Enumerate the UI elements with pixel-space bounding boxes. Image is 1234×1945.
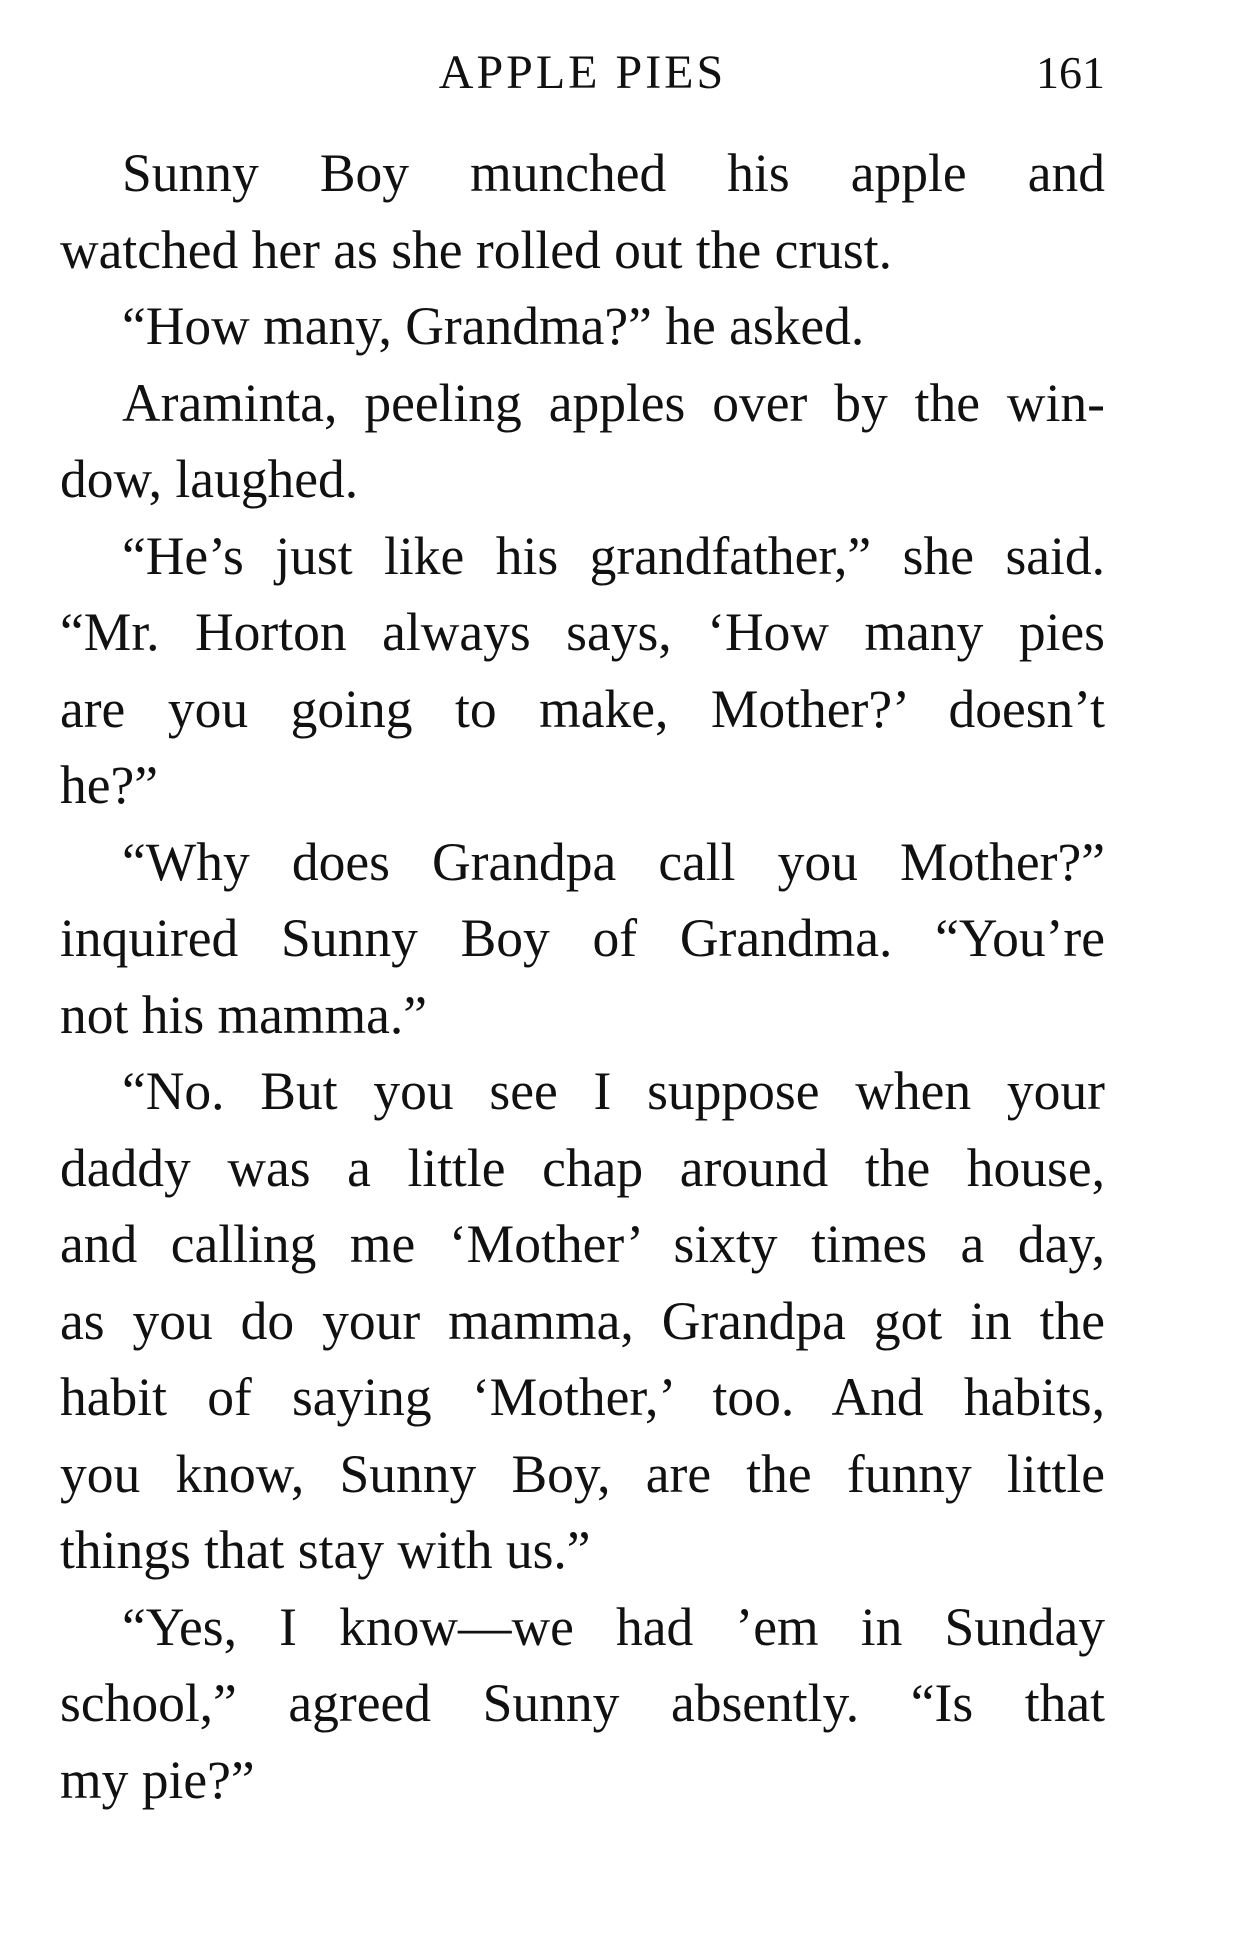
- text-line: things that stay with us.”: [60, 1520, 591, 1580]
- text-line: and calling me ‘Mother’ sixty times a day,: [60, 1214, 1105, 1274]
- paragraph: [60, 824, 1105, 1054]
- text-line: not his mamma.”: [60, 984, 428, 1045]
- paragraph: [60, 365, 1105, 518]
- text-line: inquired Sunny Boy of Grandma. “You’re: [60, 908, 1105, 968]
- text-line: “Why does Grandpa call you Mother?”: [122, 831, 1105, 892]
- paragraph: [60, 1589, 1105, 1819]
- text-line: school,” agreed Sunny absently. “Is that: [60, 1673, 1105, 1733]
- paragraph: [60, 518, 1105, 824]
- body-text: [60, 135, 1105, 1818]
- running-head: [60, 38, 1105, 108]
- text-line: habit of saying ‘Mother,’ too. And habits,: [60, 1367, 1105, 1427]
- text-line: Sunny Boy munched his apple and: [122, 143, 1105, 203]
- text-line: daddy was a little chap around the house,: [60, 1137, 1105, 1198]
- text-line: Araminta, peeling apples over by the win-: [122, 372, 1105, 433]
- page-number: 161: [1036, 47, 1105, 98]
- text-line: “Yes, I know—we had ’em in Sunday: [122, 1596, 1105, 1657]
- text-line: are you going to make, Mother?’ doesn’t: [60, 678, 1105, 739]
- text-line: you know, Sunny Boy, are the funny little: [60, 1443, 1105, 1504]
- text-line: as you do your mamma, Grandpa got in the: [60, 1290, 1105, 1351]
- text-line: “How many, Grandma?” he asked.: [122, 296, 865, 356]
- text-line: dow, laughed.: [60, 449, 359, 509]
- text-line: he?”: [60, 755, 158, 815]
- paragraph: [60, 288, 1105, 365]
- text-line: “He’s just like his grandfather,” she said.: [122, 525, 1105, 586]
- text-line: watched her as she rolled out the crust.: [60, 219, 892, 280]
- paragraph: [60, 1053, 1105, 1589]
- text-line: my pie?”: [60, 1749, 255, 1810]
- text-line: “Mr. Horton always says, ‘How many pies: [60, 602, 1105, 662]
- text-line: “No. But you see I suppose when your: [122, 1061, 1105, 1121]
- paragraph: [60, 135, 1105, 288]
- running-title: APPLE PIES: [438, 46, 727, 99]
